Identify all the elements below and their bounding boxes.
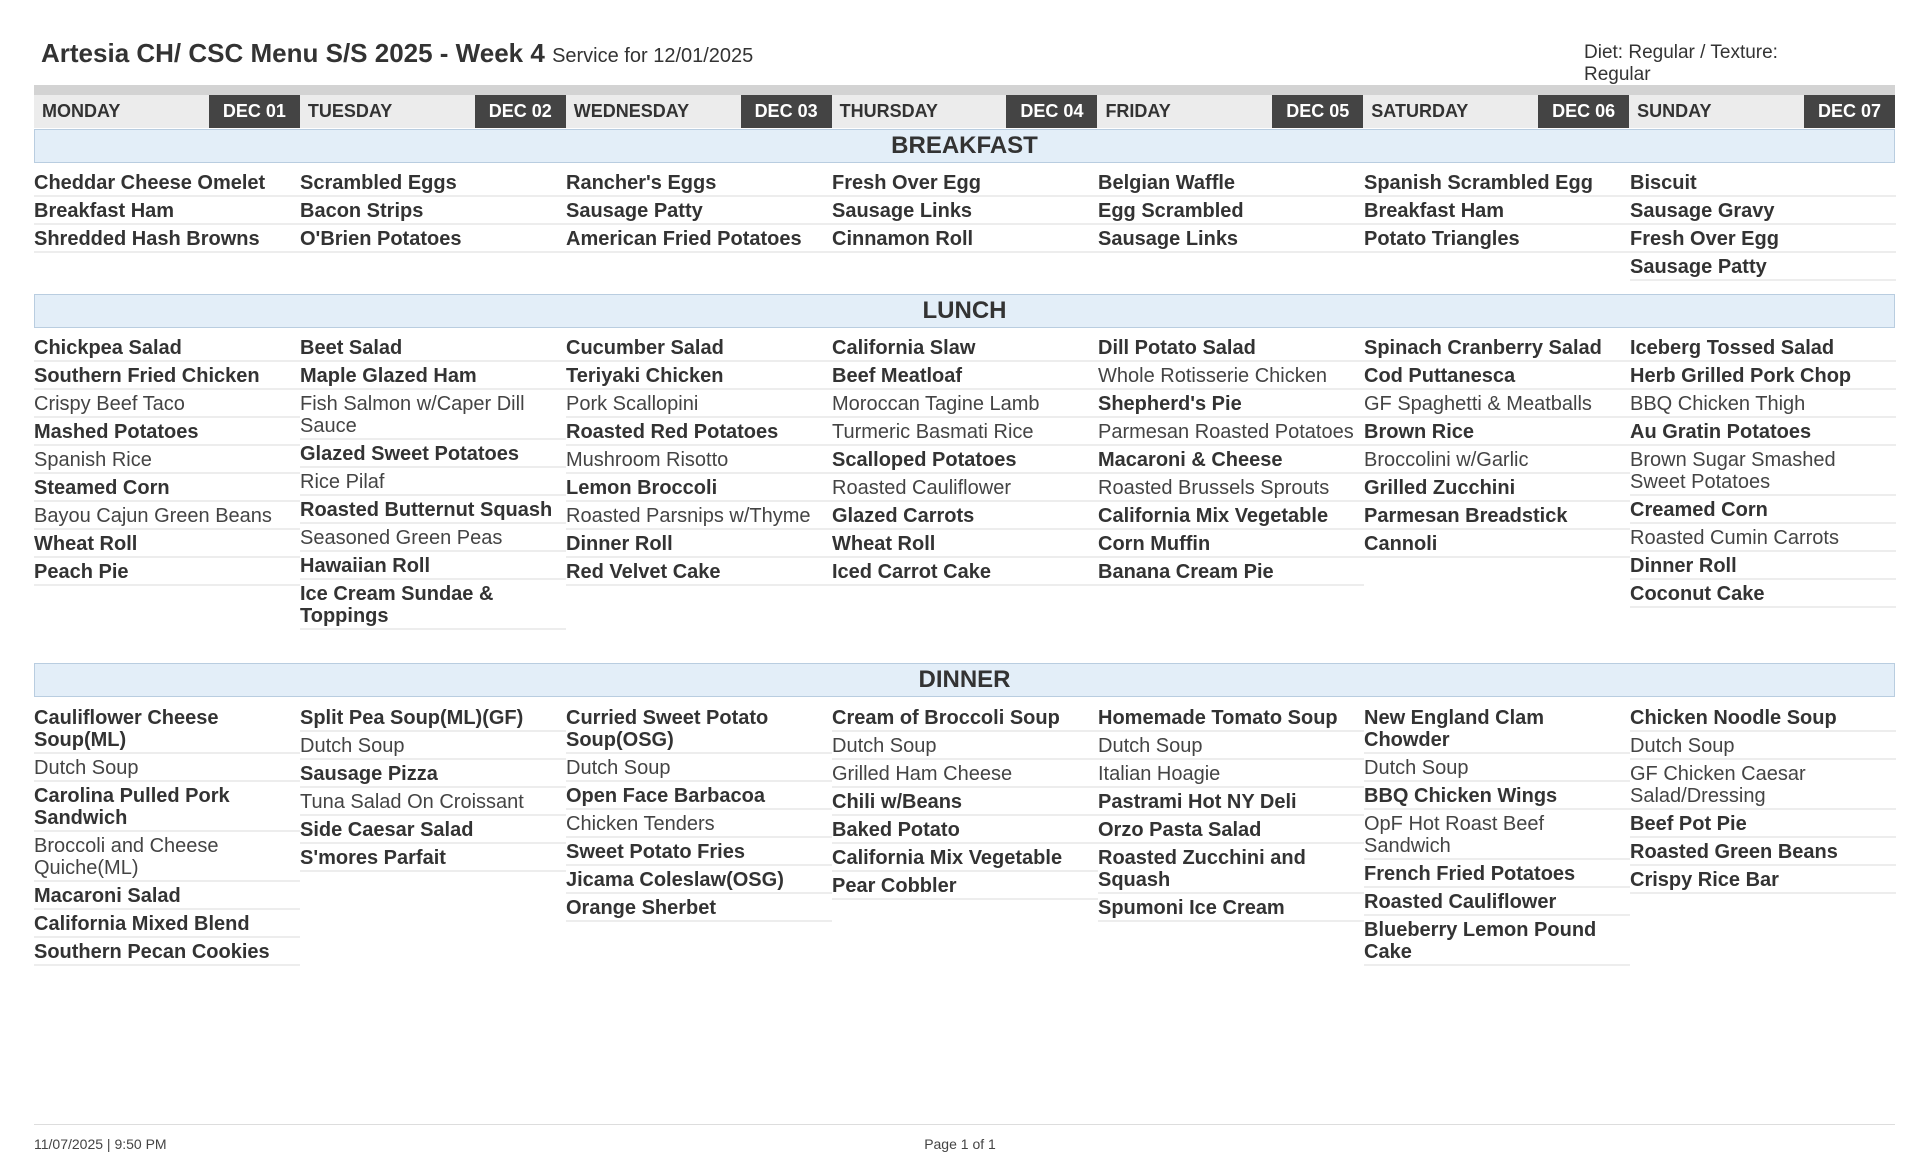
day-header-friday <box>1097 95 1363 128</box>
menu-item: Crispy Rice Bar <box>1630 866 1896 894</box>
menu-item: Spanish Rice <box>34 446 300 474</box>
menu-item: Bacon Strips <box>300 197 566 225</box>
menu-item: Whole Rotisserie Chicken <box>1098 362 1364 390</box>
menu-item: Lemon Broccoli <box>566 474 832 502</box>
service-date: Service for 12/01/2025 <box>552 45 754 67</box>
date-badge: DEC 07 <box>1804 95 1895 128</box>
menu-item: Egg Scrambled <box>1098 197 1364 225</box>
breakfast-heading: BREAKFAST <box>34 129 1895 163</box>
menu-item: Herb Grilled Pork Chop <box>1630 362 1896 390</box>
menu-item: Sausage Patty <box>566 197 832 225</box>
menu-item: Cheddar Cheese Omelet <box>34 169 300 197</box>
menu-item: Chicken Noodle Soup <box>1630 704 1896 732</box>
dinner-column-monday <box>34 704 300 966</box>
menu-item: Cauliflower Cheese Soup(ML) <box>34 704 300 754</box>
menu-item: Red Velvet Cake <box>566 558 832 586</box>
menu-item: Sausage Pizza <box>300 760 566 788</box>
menu-item: Roasted Cauliflower <box>1364 888 1630 916</box>
menu-item: Belgian Waffle <box>1098 169 1364 197</box>
diet-texture: Diet: Regular / Texture: Regular <box>1584 42 1778 85</box>
menu-item: Dinner Roll <box>1630 552 1896 580</box>
menu-item: Orzo Pasta Salad <box>1098 816 1364 844</box>
menu-item: Southern Pecan Cookies <box>34 938 300 966</box>
menu-item: Dutch Soup <box>1098 732 1364 760</box>
menu-item: New England Clam Chowder <box>1364 704 1630 754</box>
menu-item: Side Caesar Salad <box>300 816 566 844</box>
dinner-column-saturday <box>1364 704 1630 966</box>
day-header-sunday <box>1629 95 1895 128</box>
menu-item: Parmesan Roasted Potatoes <box>1098 418 1364 446</box>
menu-item: Dill Potato Salad <box>1098 334 1364 362</box>
menu-item: Open Face Barbacoa <box>566 782 832 810</box>
menu-item: Sausage Links <box>1098 225 1364 253</box>
day-name: THURSDAY <box>839 101 938 121</box>
menu-item: Turmeric Basmati Rice <box>832 418 1098 446</box>
date-badge: DEC 03 <box>741 95 832 128</box>
menu-item: Ice Cream Sundae & Toppings <box>300 580 566 630</box>
menu-item: Broccolini w/Garlic <box>1364 446 1630 474</box>
menu-item: Beef Pot Pie <box>1630 810 1896 838</box>
day-header-thursday <box>832 95 1098 128</box>
lunch-heading: LUNCH <box>34 294 1895 328</box>
day-header-tuesday <box>300 95 566 128</box>
menu-item: Breakfast Ham <box>34 197 300 225</box>
menu-item: Creamed Corn <box>1630 496 1896 524</box>
menu-item: Wheat Roll <box>832 530 1098 558</box>
day-header-wednesday <box>566 95 832 128</box>
menu-item: Blueberry Lemon Pound Cake <box>1364 916 1630 966</box>
menu-item: Peach Pie <box>34 558 300 586</box>
menu-item: Biscuit <box>1630 169 1896 197</box>
breakfast-column-wednesday <box>566 169 832 253</box>
day-name: WEDNESDAY <box>573 101 690 121</box>
menu-item: Moroccan Tagine Lamb <box>832 390 1098 418</box>
menu-item: Beef Meatloaf <box>832 362 1098 390</box>
lunch-column-monday <box>34 334 300 586</box>
dinner-heading: DINNER <box>34 663 1895 697</box>
page-title <box>41 38 753 69</box>
day-name: FRIDAY <box>1105 101 1171 121</box>
menu-item: Sausage Links <box>832 197 1098 225</box>
menu-item: Dutch Soup <box>1364 754 1630 782</box>
page-number: Page 1 of 1 <box>924 1136 996 1152</box>
dinner-column-wednesday <box>566 704 832 922</box>
menu-item: Sweet Potato Fries <box>566 838 832 866</box>
dinner-column-sunday <box>1630 704 1896 894</box>
dinner-grid <box>34 704 1896 966</box>
menu-item: California Mix Vegetable <box>832 844 1098 872</box>
menu-item: Roasted Butternut Squash <box>300 496 566 524</box>
menu-item: Brown Rice <box>1364 418 1630 446</box>
breakfast-column-tuesday <box>300 169 566 253</box>
menu-item: Shepherd's Pie <box>1098 390 1364 418</box>
lunch-column-tuesday <box>300 334 566 630</box>
menu-item: Crispy Beef Taco <box>34 390 300 418</box>
menu-item: Pear Cobbler <box>832 872 1098 900</box>
menu-item: Grilled Zucchini <box>1364 474 1630 502</box>
menu-item: O'Brien Potatoes <box>300 225 566 253</box>
menu-item: Potato Triangles <box>1364 225 1630 253</box>
breakfast-column-friday <box>1098 169 1364 253</box>
menu-item: BBQ Chicken Thigh <box>1630 390 1896 418</box>
menu-item: Shredded Hash Browns <box>34 225 300 253</box>
dinner-column-tuesday <box>300 704 566 872</box>
day-header-monday <box>34 95 300 128</box>
menu-item: Dutch Soup <box>1630 732 1896 760</box>
menu-item: Sausage Patty <box>1630 253 1896 281</box>
menu-title: Artesia CH/ CSC Menu S/S 2025 - Week 4 <box>41 38 545 68</box>
lunch-column-friday <box>1098 334 1364 586</box>
menu-item: Steamed Corn <box>34 474 300 502</box>
menu-item: Glazed Carrots <box>832 502 1098 530</box>
date-badge: DEC 04 <box>1006 95 1097 128</box>
menu-item: Coconut Cake <box>1630 580 1896 608</box>
menu-item: Rancher's Eggs <box>566 169 832 197</box>
menu-item: Roasted Parsnips w/Thyme <box>566 502 832 530</box>
menu-item: Chili w/Beans <box>832 788 1098 816</box>
menu-item: Roasted Brussels Sprouts <box>1098 474 1364 502</box>
date-badge: DEC 06 <box>1538 95 1629 128</box>
menu-item: Dutch Soup <box>566 754 832 782</box>
menu-item: Au Gratin Potatoes <box>1630 418 1896 446</box>
day-name: SATURDAY <box>1371 101 1469 121</box>
menu-item: Bayou Cajun Green Beans <box>34 502 300 530</box>
menu-item: Carolina Pulled Pork Sandwich <box>34 782 300 832</box>
menu-item: Pork Scallopini <box>566 390 832 418</box>
menu-item: Curried Sweet Potato Soup(OSG) <box>566 704 832 754</box>
day-header-saturday <box>1363 95 1629 128</box>
menu-item: Wheat Roll <box>34 530 300 558</box>
menu-item: Fresh Over Egg <box>1630 225 1896 253</box>
menu-item: Roasted Cauliflower <box>832 474 1098 502</box>
menu-item: Cucumber Salad <box>566 334 832 362</box>
menu-item: Roasted Zucchini and Squash <box>1098 844 1364 894</box>
menu-item: Jicama Coleslaw(OSG) <box>566 866 832 894</box>
menu-item: Brown Sugar Smashed Sweet Potatoes <box>1630 446 1896 496</box>
menu-item: French Fried Potatoes <box>1364 860 1630 888</box>
day-name: TUESDAY <box>307 101 393 121</box>
menu-item: Banana Cream Pie <box>1098 558 1364 586</box>
menu-item: Grilled Ham Cheese <box>832 760 1098 788</box>
menu-item: Macaroni & Cheese <box>1098 446 1364 474</box>
breakfast-column-saturday <box>1364 169 1630 253</box>
menu-item: Split Pea Soup(ML)(GF) <box>300 704 566 732</box>
header-bar <box>34 85 1895 95</box>
menu-item: Mushroom Risotto <box>566 446 832 474</box>
breakfast-column-sunday <box>1630 169 1896 281</box>
menu-item: Chicken Tenders <box>566 810 832 838</box>
menu-item: American Fried Potatoes <box>566 225 832 253</box>
menu-item: Teriyaki Chicken <box>566 362 832 390</box>
menu-item: Fish Salmon w/Caper Dill Sauce <box>300 390 566 440</box>
menu-item: Broccoli and Cheese Quiche(ML) <box>34 832 300 882</box>
menu-item: Seasoned Green Peas <box>300 524 566 552</box>
dinner-column-friday <box>1098 704 1364 922</box>
menu-item: Maple Glazed Ham <box>300 362 566 390</box>
menu-item: Roasted Red Potatoes <box>566 418 832 446</box>
menu-item: Pastrami Hot NY Deli <box>1098 788 1364 816</box>
menu-item: BBQ Chicken Wings <box>1364 782 1630 810</box>
date-badge: DEC 01 <box>209 95 300 128</box>
menu-item: Beet Salad <box>300 334 566 362</box>
menu-item: Dutch Soup <box>832 732 1098 760</box>
menu-item: Iced Carrot Cake <box>832 558 1098 586</box>
lunch-column-wednesday <box>566 334 832 586</box>
menu-item: Roasted Green Beans <box>1630 838 1896 866</box>
menu-item: Parmesan Breadstick <box>1364 502 1630 530</box>
menu-item: OpF Hot Roast Beef Sandwich <box>1364 810 1630 860</box>
date-badge: DEC 02 <box>475 95 566 128</box>
menu-item: Rice Pilaf <box>300 468 566 496</box>
menu-item: Corn Muffin <box>1098 530 1364 558</box>
menu-item: California Mix Vegetable <box>1098 502 1364 530</box>
menu-item: GF Spaghetti & Meatballs <box>1364 390 1630 418</box>
menu-item: Spumoni Ice Cream <box>1098 894 1364 922</box>
menu-item: Sausage Gravy <box>1630 197 1896 225</box>
menu-item: Scalloped Potatoes <box>832 446 1098 474</box>
menu-item: Iceberg Tossed Salad <box>1630 334 1896 362</box>
menu-item: Hawaiian Roll <box>300 552 566 580</box>
menu-item: Dinner Roll <box>566 530 832 558</box>
menu-item: Italian Hoagie <box>1098 760 1364 788</box>
menu-item: Scrambled Eggs <box>300 169 566 197</box>
menu-item: Cream of Broccoli Soup <box>832 704 1098 732</box>
footer-divider <box>34 1124 1895 1125</box>
menu-item: Cannoli <box>1364 530 1630 558</box>
menu-item: Dutch Soup <box>34 754 300 782</box>
menu-item: Dutch Soup <box>300 732 566 760</box>
lunch-grid <box>34 334 1896 630</box>
day-name: MONDAY <box>42 101 121 121</box>
menu-item: Macaroni Salad <box>34 882 300 910</box>
menu-item: Cod Puttanesca <box>1364 362 1630 390</box>
menu-item: Roasted Cumin Carrots <box>1630 524 1896 552</box>
menu-item: California Slaw <box>832 334 1098 362</box>
menu-item: S'mores Parfait <box>300 844 566 872</box>
lunch-column-saturday <box>1364 334 1630 558</box>
breakfast-column-monday <box>34 169 300 253</box>
menu-item: Breakfast Ham <box>1364 197 1630 225</box>
menu-item: Chickpea Salad <box>34 334 300 362</box>
day-header-row <box>34 95 1895 128</box>
menu-item: Baked Potato <box>832 816 1098 844</box>
menu-item: Spinach Cranberry Salad <box>1364 334 1630 362</box>
lunch-column-sunday <box>1630 334 1896 608</box>
menu-item: Homemade Tomato Soup <box>1098 704 1364 732</box>
dinner-column-thursday <box>832 704 1098 900</box>
menu-item: GF Chicken Caesar Salad/Dressing <box>1630 760 1896 810</box>
breakfast-grid <box>34 169 1896 281</box>
menu-item: California Mixed Blend <box>34 910 300 938</box>
day-name: SUNDAY <box>1637 101 1712 121</box>
menu-item: Orange Sherbet <box>566 894 832 922</box>
menu-item: Southern Fried Chicken <box>34 362 300 390</box>
breakfast-column-thursday <box>832 169 1098 253</box>
lunch-column-thursday <box>832 334 1098 586</box>
menu-item: Spanish Scrambled Egg <box>1364 169 1630 197</box>
menu-item: Cinnamon Roll <box>832 225 1098 253</box>
menu-item: Fresh Over Egg <box>832 169 1098 197</box>
footer-timestamp: 11/07/2025 | 9:50 PM <box>34 1136 167 1152</box>
menu-item: Mashed Potatoes <box>34 418 300 446</box>
menu-item: Glazed Sweet Potatoes <box>300 440 566 468</box>
menu-item: Tuna Salad On Croissant <box>300 788 566 816</box>
date-badge: DEC 05 <box>1272 95 1363 128</box>
